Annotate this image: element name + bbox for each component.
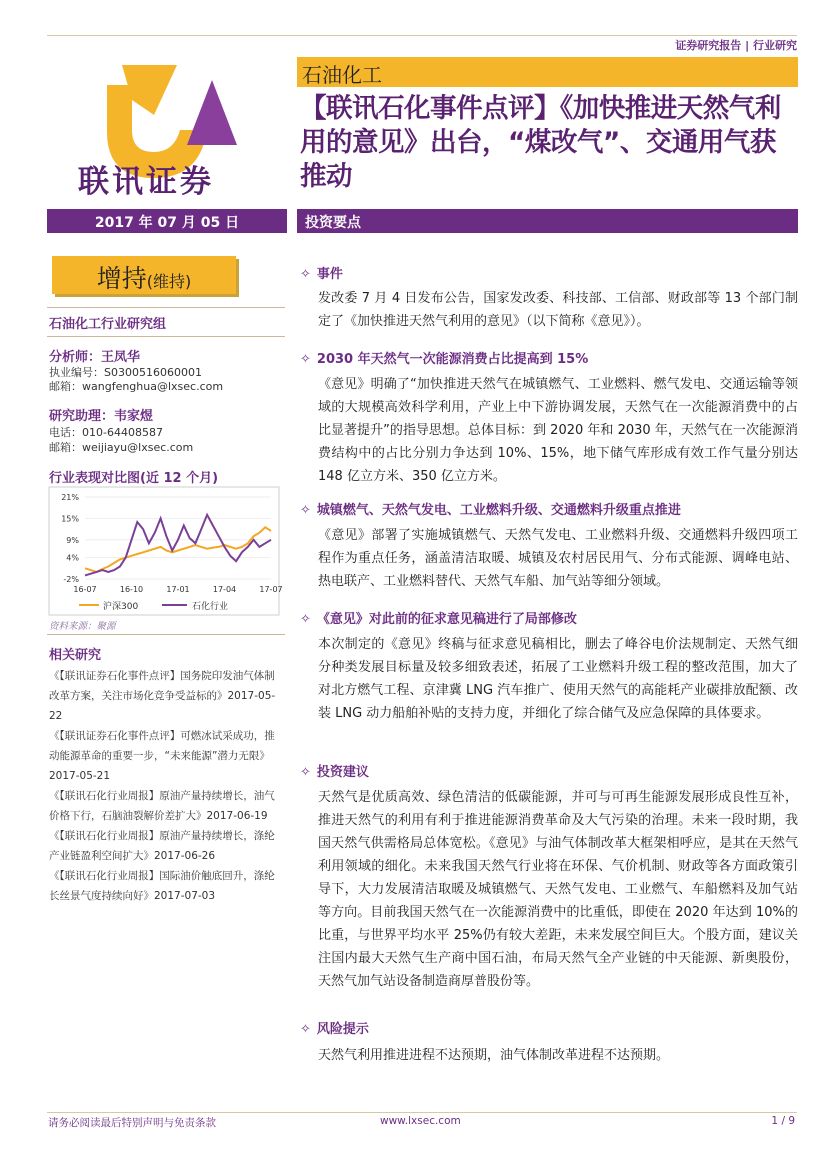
section-body: 发改委 7 月 4 日发布公告，国家发改委、科技部、工信部、财政部等 13 个部门制定了《加快推进天然气利用的意见》（以下简称《意见》）。 <box>318 291 798 329</box>
rating <box>52 259 236 295</box>
x-tick-label: 17-01 <box>166 585 190 594</box>
legend-label-petrochem: 石化行业 <box>192 602 229 612</box>
report-date: 2017 年 07 月 05 日 <box>94 215 240 231</box>
related-item: 《【联讯证券石化事件点评】国务院印发油气体制改革方案，关注市场化竞争受益标的》2017-05-22 <box>49 670 276 722</box>
section-body: 天然气利用推进进程不达预期，油气体制改革进程不达预期。 <box>318 1048 670 1063</box>
section-heading: ✧ 城镇燃气、天然气发电、工业燃料升级、交通燃料升级重点推进 <box>300 503 681 518</box>
company-logo <box>62 60 262 210</box>
report-type-label: 证券研究报告 | 行业研究 <box>675 39 797 52</box>
chart-source: 资料来源：聚源 <box>49 621 116 632</box>
legend-label-hs300: 沪深300 <box>103 602 139 612</box>
page-number: 1 / 9 <box>771 1115 795 1127</box>
chart-title: 行业表现对比图(近 12 个月) <box>49 471 219 486</box>
research-group: 石油化工行业研究组 <box>49 317 167 332</box>
rating-sub: (维持) <box>146 272 192 291</box>
assistant-phone: 电话：010-64408587 <box>49 426 163 439</box>
footer-website[interactable]: www.lxsec.com <box>380 1115 461 1127</box>
analyst-cert: 执业编号：S0300516060001 <box>49 366 202 379</box>
x-tick-label: 16-10 <box>119 585 144 594</box>
x-tick-label: 17-04 <box>212 585 237 594</box>
sector-label: 石油化工 <box>302 63 382 87</box>
header-rule <box>47 35 797 36</box>
y-tick-label: 15% <box>61 514 79 524</box>
related-title: 相关研究 <box>49 648 102 663</box>
footer-rule <box>47 1112 797 1113</box>
footer-disclaimer[interactable]: 请务必阅读最后特别声明与免责条款 <box>48 1117 216 1129</box>
section-body: 《意见》部署了实施城镇燃气、天然气发电、工业燃料升级、交通燃料升级四项工程作为重点任务，涵盖清洁取暖、城镇及农村居民用气、分布式能源、调峰电站、热电联产、工业燃料替代、天然气车船、加气站等细分领域。 <box>318 528 798 589</box>
x-tick-label: 16-07 <box>73 585 97 594</box>
report-title: 【联讯石化事件点评】《加快推进天然气利用的意见》出台，“煤改气”、交通用气获推动 <box>300 93 781 192</box>
assistant-name: 研究助理：韦家煜 <box>49 409 154 424</box>
assistant-email: 邮箱：weijiayu@lxsec.com <box>49 441 194 454</box>
section-heading: ✧ 风险提示 <box>300 1022 369 1037</box>
related-item: 《【联讯石化行业周报】原油产量持续增长，涤纶产业链盈利空间扩大》2017-06-26 <box>49 830 275 862</box>
logo-text: 联讯证券 <box>78 164 214 200</box>
related-item: 《【联讯石化行业周报】原油产量持续增长，油气价格下行，石脑油裂解价差扩大》2017-06-19 <box>49 790 275 822</box>
diamond-bullet-icon: ✧ <box>300 765 311 780</box>
diamond-bullet-icon: ✧ <box>300 1022 311 1037</box>
rating-main: 增持 <box>96 264 147 293</box>
diamond-bullet-icon: ✧ <box>300 612 311 627</box>
x-tick-label: 17-07 <box>259 585 283 594</box>
key-points-bar <box>297 209 798 233</box>
diamond-bullet-icon: ✧ <box>300 352 311 367</box>
y-tick-label: 4% <box>66 553 79 563</box>
section-body: 本次制定的《意见》终稿与征求意见稿相比，删去了峰谷电价法规制定、天然气细分种类发展目标量及较多细致表述，拓展了工业燃料升级工程的整改范围，加大了对北方燃气工程、京津冀 LNG 汽车推广、使用天然气的高能耗产业碳排放配额、改装 LNG 动力船舶补贴的支持力度，并细化了综合储气及应急保障的具体要求。 <box>318 637 798 721</box>
related-item: 《【联讯证券石化事件点评】可燃冰试采成功，推动能源革命的重要一步，“未来能源”潜力无限》2017-05-21 <box>49 730 275 782</box>
key-points-label: 投资要点 <box>305 215 361 231</box>
diamond-bullet-icon: ✧ <box>300 503 311 518</box>
section-heading: ✧ 事件 <box>300 267 343 282</box>
y-tick-label: 21% <box>61 493 79 502</box>
y-tick-label: 9% <box>66 535 79 545</box>
sidebar-rule <box>47 634 285 635</box>
section-body: 《意见》明确了“加快推进天然气在城镇燃气、工业燃料、燃气发电、交通运输等领域的大规模高效科学利用，产业上中下游协调发展，天然气在一次能源消费中的占比显著提升”的指导思想。总体目标：到 2020 年和 2030 年，天然气在一次能源消费结构中的占比分别力争达到 10%、15%，地下储气库形成有效工作气量分别达 148 亿立方米、350 亿立方米。 <box>318 377 798 484</box>
related-list <box>49 666 281 906</box>
analyst-email: 邮箱：wangfenghua@lxsec.com <box>49 380 224 393</box>
performance-chart <box>49 487 283 615</box>
diamond-bullet-icon: ✧ <box>300 267 311 282</box>
related-item: 《【联讯石化行业周报】国际油价触底回升，涤纶长丝景气度持续向好》2017-07-03 <box>49 870 275 902</box>
analyst-name: 分析师：王凤华 <box>49 350 141 365</box>
section-heading: ✧ 投资建议 <box>300 765 369 780</box>
section-heading: ✧ 2030 年天然气一次能源消费占比提高到 15% <box>300 352 589 367</box>
sidebar-rule <box>47 307 285 308</box>
y-tick-label: -2% <box>63 575 79 584</box>
sidebar-rule <box>47 336 285 337</box>
section-heading: ✧ 《意见》对此前的征求意见稿进行了局部修改 <box>300 612 577 627</box>
section-body: 天然气是优质高效、绿色清洁的低碳能源，并可与可再生能源发展形成良性互补，推进天然气的利用有利于推进能源消费革命及大气污染的治理。未来一段时期，我国天然气供需格局总体宽松。《意见》与油气体制改革大框架相呼应，是其在天然气利用领域的细化。未来我国天然气行业将在环保、气价机制、财政等各方面政策引导下，大力发展清洁取暖及城镇燃气、天然气发电、工业燃气、车船燃料及加气站等方向。目前我国天然气在一次能源消费中的比重低，即使在 2020 年达到 10%的比重，与世界平均水平 25%仍有较大差距，未来发展空间巨大。个股方面，建议关注国内最大天然气生产商中国石油，布局天然气全产业链的中天能源、新奥股份，天然气加气站设备制造商厚普股份等。 <box>318 790 798 989</box>
